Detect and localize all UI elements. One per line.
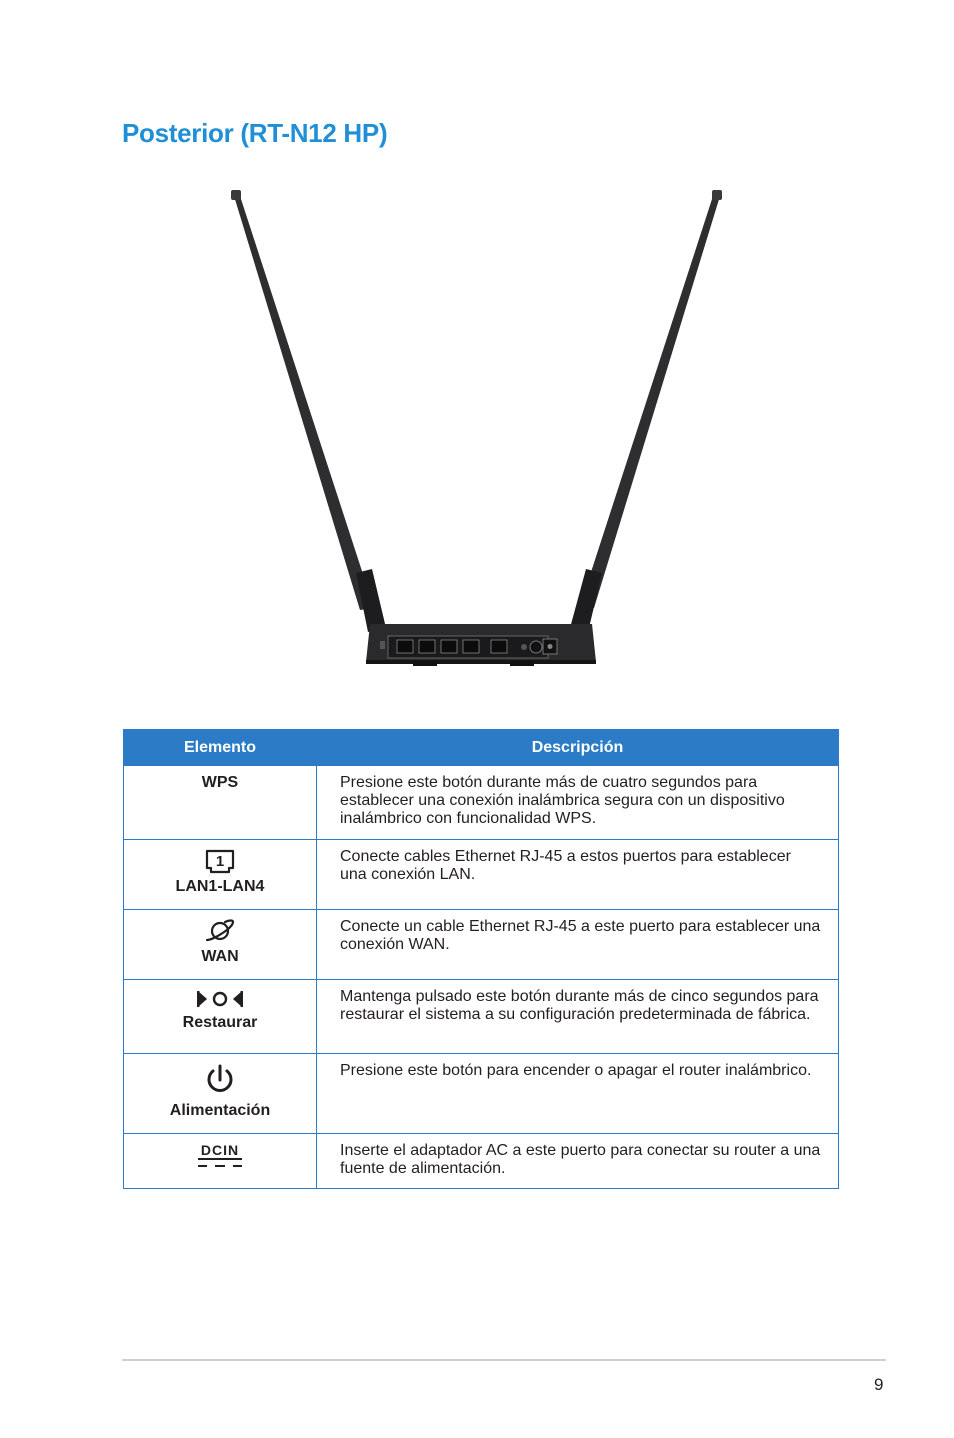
table-row: [124, 1054, 839, 1134]
table-header-row: [124, 730, 839, 766]
reset-icon: [195, 988, 245, 1010]
header-element: Elemento: [124, 730, 317, 766]
element-label: WAN: [201, 948, 239, 965]
table-row: [124, 1134, 839, 1189]
globe-wan-icon: [203, 918, 237, 944]
element-label: LAN1-LAN4: [175, 878, 265, 895]
table-row: [124, 980, 839, 1054]
element-label: Restaurar: [182, 1014, 258, 1031]
description-cell: Mantenga pulsado este botón durante más de cinco segundos para restaurar el sistema a su configuración predeterminada de fábrica.: [317, 980, 839, 1054]
lan-port-number: 1: [215, 853, 225, 870]
table-row: [124, 766, 839, 840]
description-cell: Conecte un cable Ethernet RJ-45 a este puerto para establecer una conexión WAN.: [317, 910, 839, 980]
router-body: [366, 624, 596, 666]
power-icon: [203, 1062, 237, 1098]
table-row: [124, 910, 839, 980]
specification-table: [123, 729, 839, 1189]
element-cell: [124, 910, 317, 980]
element-cell: [124, 1054, 317, 1134]
footer-divider: [122, 1359, 886, 1361]
table-row: [124, 840, 839, 910]
right-antenna: [570, 190, 722, 632]
element-cell: [124, 840, 317, 910]
element-label: WPS: [201, 774, 239, 791]
description-cell: Presione este botón durante más de cuatro segundos para establecer una conexión inalámbrica segura con un dispositivo inalámbrico con funcionalidad WPS.: [317, 766, 839, 840]
page-number: 9: [874, 1375, 884, 1394]
page-title: Posterior (RT-N12 HP): [122, 118, 388, 148]
router-rear-illustration: [220, 188, 740, 678]
header-description: Descripción: [317, 730, 839, 766]
element-cell: [124, 1134, 317, 1189]
description-cell: Inserte el adaptador AC a este puerto para conectar su router a una fuente de alimentación.: [317, 1134, 839, 1189]
dcin-icon: [195, 1142, 245, 1172]
element-label: Alimentación: [169, 1102, 271, 1119]
description-cell: Conecte cables Ethernet RJ-45 a estos puertos para establecer una conexión LAN.: [317, 840, 839, 910]
lan-port-icon: [203, 848, 237, 874]
dcin-label: DCIN: [200, 1142, 240, 1158]
element-cell: [124, 980, 317, 1054]
left-antenna: [231, 190, 386, 632]
element-cell: [124, 766, 317, 840]
description-cell: Presione este botón para encender o apagar el router inalámbrico.: [317, 1054, 839, 1134]
